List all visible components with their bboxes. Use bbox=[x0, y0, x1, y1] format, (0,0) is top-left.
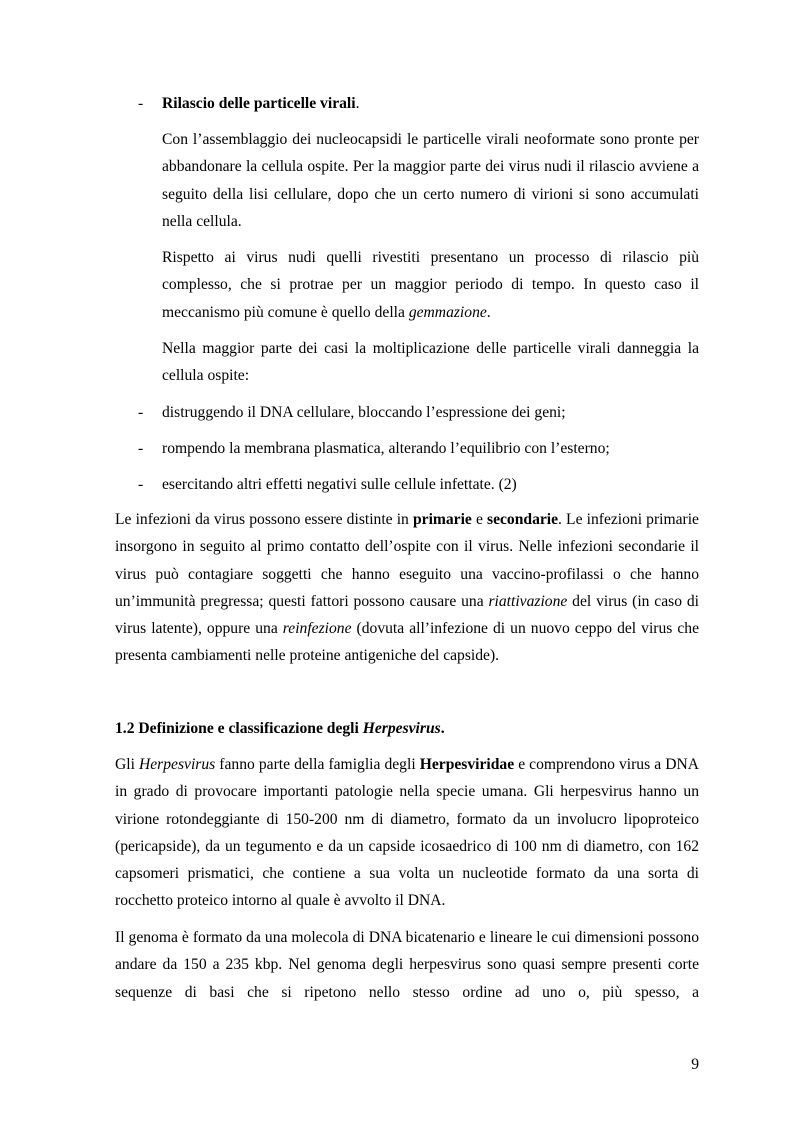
release-paragraph-3: Nella maggior parte dei casi la moltiplicazione delle particelle virali danneggia la cellula ospite: bbox=[162, 340, 699, 385]
infections-bold-primary: primarie bbox=[412, 511, 472, 528]
herpes-paragraph-1-text-3: e comprendono virus a DNA in grado di provocare importanti patologie nella specie umana. Gli herpesvirus hanno un virione rotondeggiante di 150-200 nm di diametro, formato da un involucro lipoproteico (pericapside), da un tegumento e da un capside icosaedrico di 100 nm di diametro, con 162 capsomeri prismatici, che contiene a sua volta un nucleotide formato da una sorta di rocchetto proteico intorno al quale è avvolto il DNA. bbox=[115, 756, 699, 910]
herpes-paragraph-1-text-2: fanno parte della famiglia degli bbox=[215, 756, 420, 773]
herpes-paragraph-1-bold: Herpesviridae bbox=[419, 756, 515, 773]
section-release-title-end: . bbox=[355, 95, 360, 112]
infections-text-1: Le infezioni da virus possono essere distinte in bbox=[115, 511, 413, 528]
damage-list-item-3: esercitando altri effetti negativi sulle cellule infettate. (2) bbox=[162, 476, 517, 493]
section-heading-emphasis: Herpesvirus bbox=[362, 720, 441, 737]
section-release-title-text: Rilascio delle particelle virali bbox=[162, 95, 356, 112]
infections-text-3: . Le infezioni primarie insorgono in seguito al primo contatto dell’ospite con il virus. Nelle infezioni secondarie il virus può contagiare soggetti che hanno eseguito una vaccino-profilassi o che hanno un’immunità pregressa; questi fattori possono causare una bbox=[115, 511, 699, 610]
infections-text-4: del virus (in caso di virus latente), oppure una bbox=[115, 592, 699, 638]
section-heading-end: . bbox=[440, 720, 445, 737]
herpes-paragraph-1-italic: Herpesvirus bbox=[139, 756, 216, 773]
release-paragraph-2-emphasis: gemmazione bbox=[408, 303, 487, 321]
list-dash: - bbox=[138, 95, 144, 112]
list-dash: - bbox=[138, 476, 144, 493]
infections-text-2: e bbox=[471, 511, 488, 528]
damage-list-item-2: rompendo la membrana plasmatica, alterando l’equilibrio con l’esterno; bbox=[162, 440, 610, 457]
section-heading-prefix: 1.2 Definizione e classificazione degli bbox=[115, 720, 363, 737]
herpes-paragraph-1-text-1: Gli bbox=[115, 756, 139, 773]
infections-paragraph bbox=[115, 506, 699, 670]
list-dash: - bbox=[138, 404, 144, 421]
release-paragraph-1: Con l’assemblaggio dei nucleocapsidi le particelle virali neoformate sono pronte per abbandonare la cellula ospite. Per la maggior parte dei virus nudi il rilascio avviene a seguito della lisi cellulare, dopo che un certo numero di virioni si sono accumulati nella cellula. bbox=[162, 131, 699, 230]
list-dash: - bbox=[138, 440, 144, 457]
herpes-paragraph-1 bbox=[115, 751, 699, 915]
section-release-title bbox=[162, 90, 699, 117]
release-paragraph-2 bbox=[162, 244, 699, 326]
infections-italic-reinfection: reinfezione bbox=[282, 620, 352, 638]
release-paragraph-2-text-a: Rispetto ai virus nudi quelli rivestiti presentano un processo di rilascio più complesso, che si protrae per un maggior periodo di tempo. In questo caso il meccanismo più comune è quello della bbox=[162, 249, 699, 321]
section-heading bbox=[115, 715, 699, 742]
herpes-paragraph-2: Il genoma è formato da una molecola di DNA bicatenario e lineare le cui dimensioni possono andare da 150 a 235 kbp. Nel genoma degli herpesvirus sono quasi sempre presenti corte sequenze di basi che si ripetono nello stesso ordine ad uno o, più spesso, a bbox=[115, 929, 699, 1001]
infections-text-5: (dovuta all’infezione di un nuovo ceppo del virus che presenta cambiamenti nelle proteine antigeniche del capside). bbox=[115, 620, 699, 665]
infections-italic-reactivation: riattivazione bbox=[488, 592, 568, 610]
damage-list-item-1: distruggendo il DNA cellulare, bloccando l’espressione dei geni; bbox=[162, 404, 566, 421]
page-number: 9 bbox=[691, 1056, 699, 1073]
infections-bold-secondary: secondarie bbox=[487, 511, 559, 528]
release-paragraph-2-text-b: . bbox=[486, 303, 491, 321]
